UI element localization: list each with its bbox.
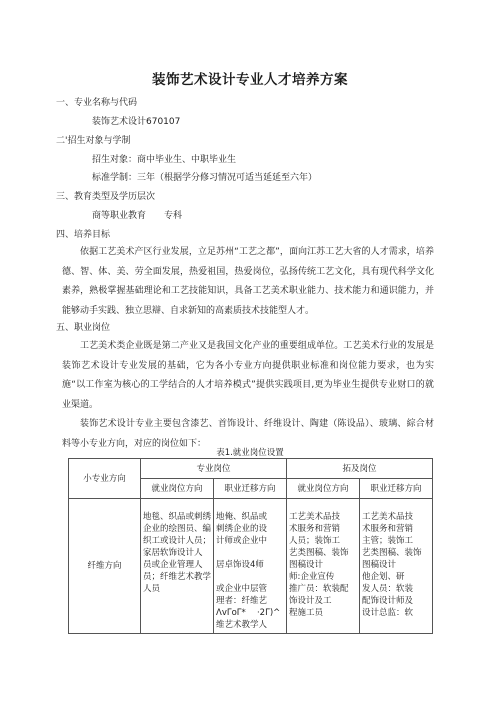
section-3-heading: 三、教育类型及学历层次: [56, 192, 156, 202]
cell-text-line: 人员: [143, 584, 161, 594]
cell-text-line: 企业的绘图员、编: [143, 524, 212, 534]
subheader-cell: 职业迁移方向: [360, 479, 433, 499]
row-label-fiber: 纤维方向: [69, 499, 141, 634]
header-expand-positions: 拓及岗位: [287, 459, 433, 479]
cell-text-line: 推广员：软装配: [289, 584, 349, 594]
cell-text-line: 居卓饰设4师: [216, 560, 264, 570]
cell-text-line: [216, 547, 284, 559]
cell-text-line: 师:企业宣传: [289, 572, 335, 582]
section-4-heading: 四、培养目标: [56, 230, 111, 240]
enrollment-target: 招生对象：商中毕业生、中职毕业生: [92, 155, 237, 165]
cell-text-line: 工艺美术品技: [362, 512, 414, 522]
cell-text-line: 程施工员: [289, 608, 324, 618]
subheader-cell: 职业迁移方向: [214, 479, 287, 499]
table-caption: 表1.就业岗位设置: [216, 448, 284, 458]
cell-text-line: 员或企业管理人: [143, 560, 203, 570]
cell-text-line: 员；纤维艺术教学: [143, 572, 212, 582]
cell-text-line: 他企划、研: [362, 572, 405, 582]
header-direction: 小专业方向: [69, 459, 141, 499]
cell-text-line: 维艺术教学人: [216, 620, 268, 630]
education-level: 商等职业教育 专科: [92, 211, 183, 221]
standard-duration: 标准学制：三年（根据学分修习情况可适当延延至六年）: [92, 173, 318, 183]
career-paragraph-1: 工艺美术类企业既是第二产业又是我国文化产业的重要组成单位。工艺美术行业的发展是装饰艺术设计专业发展的基础，它为各小专业方向提供职业标准和岗位能力要求，也为实施“以工作室为核心的工学结合的人才培养模式”提供实践项目,更为毕业生提供专业财口的就业渠道。: [62, 341, 434, 410]
major-name-code: 装饰艺术设计670107: [92, 117, 181, 127]
document-title: 装饰艺术设计专业人才培养方案: [152, 72, 348, 88]
cell-text-line: ΛvΓoΓ* ·2Γ)^: [216, 608, 281, 618]
cell-text-line: [216, 571, 284, 583]
subheader-cell: 就业岗位方向: [287, 479, 360, 499]
cell-text-line: 图稿设计: [362, 560, 397, 570]
section-1-heading: 一、专业名称与代码: [56, 98, 138, 108]
cell-text-line: 计师或企业中: [216, 536, 268, 546]
cell-text-line: 地俺、织品或: [216, 512, 268, 522]
cell-text-line: 发人员：软装: [362, 584, 414, 594]
subheader-cell: 就业岗位方向: [141, 479, 214, 499]
cell-text-line: 主管；装饰工: [362, 536, 414, 546]
cell-text-line: 或企业中层管: [216, 584, 268, 594]
career-paragraph-2: 装饰艺术设计专业主要包含漆艺、首饰设计、纤维设计、陶建（陈设品）、玻璃、綜合材料等小专业方向，对应的岗位如下：: [62, 419, 434, 449]
cell-text-line: 理者：纤维艺: [216, 596, 268, 606]
cell-text-line: 工艺美术品技: [289, 512, 341, 522]
table-cell: [360, 499, 433, 634]
job-positions-table: [68, 458, 433, 634]
table-cell: [214, 499, 287, 634]
cell-text-line: 饰设计及工: [289, 596, 332, 606]
cell-text-line: 艺类图稿、装饰: [289, 548, 349, 558]
section-2-heading: 二'招生对象与学制: [56, 136, 131, 146]
cell-text-line: 艺类图稿、装饰: [362, 548, 422, 558]
training-goal-paragraph: 依据工艺美术产区行业发展，立足苏州“工艺之都”，面向江苏工艺大省的人才需求，培养德、智、体、美、劳全面发展，热爱祖国，热爱岗位，弘扬传统工艺文化，具有现代科学文化素养，熟极掌握基础理论和工艺技能知识，具备工艺美术职业能力、技术能力和通识能力，并能够动手实践、独立思辯、自求新知的高素质技术技能型人才。: [62, 247, 434, 316]
cell-text-line: 术服务和营销: [362, 524, 414, 534]
table-cell: [141, 499, 214, 634]
section-5-heading: 五、职业岗位: [56, 323, 111, 333]
cell-text-line: 图稿设计: [289, 560, 324, 570]
cell-text-line: 织工或设计人员；: [143, 536, 212, 546]
cell-text-line: 家居软饰设计人: [143, 548, 203, 558]
cell-text-line: 刺绣企业的设: [216, 524, 268, 534]
cell-text-line: 设计总监：软: [362, 608, 414, 618]
cell-text-line: 配饰设计师及: [362, 596, 414, 606]
table-cell: [287, 499, 360, 634]
cell-text-line: 人员；装饰工: [289, 536, 341, 546]
header-major-positions: 专业岗位: [141, 459, 287, 479]
cell-text-line: 地毯、织品或刺绣: [143, 512, 212, 522]
cell-text-line: 术服务和营销: [289, 524, 341, 534]
